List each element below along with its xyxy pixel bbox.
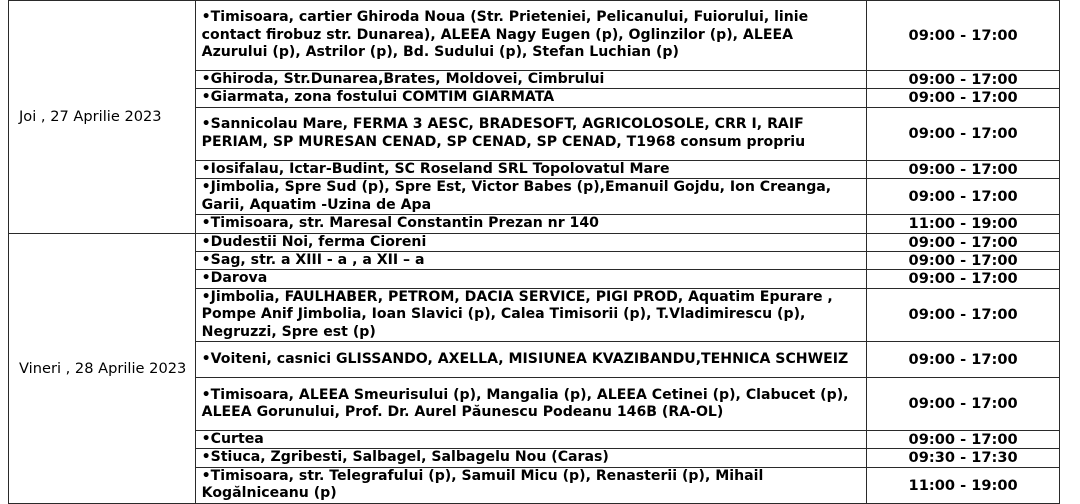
location-cell: •Iosifalau, Ictar-Budint, SC Roseland SRL Topolovatul Mare <box>195 160 867 178</box>
location-cell: •Darova <box>195 270 867 288</box>
time-cell: 09:00 - 17:00 <box>867 252 1060 270</box>
time-cell: 11:00 - 19:00 <box>867 467 1060 503</box>
location-cell: •Curtea <box>195 431 867 449</box>
location-cell: •Timisoara, str. Telegrafului (p), Samuil Micu (p), Renasterii (p), Mihail Kogălniceanu (p) <box>195 467 867 503</box>
location-cell: •Timisoara, cartier Ghiroda Noua (Str. Prieteniei, Pelicanului, Fuiorului, linie contact firobuz str. Dunarea), ALEEA Nagy Eugen (p), Oglinzilor (p), ALEEA Azurului (p), Astrilor (p), Bd. Sudului (p), Stefan Luchian (p) <box>195 1 867 71</box>
table-row <box>9 233 1060 251</box>
location-cell: •Sag, str. a XIII - a , a XII – a <box>195 252 867 270</box>
time-cell: 11:00 - 19:00 <box>867 215 1060 233</box>
time-cell: 09:00 - 17:00 <box>867 107 1060 160</box>
time-cell: 09:00 - 17:00 <box>867 71 1060 89</box>
table-row <box>9 1 1060 71</box>
time-cell: 09:00 - 17:00 <box>867 288 1060 341</box>
time-cell: 09:00 - 17:00 <box>867 89 1060 107</box>
location-cell: •Jimbolia, FAULHABER, PETROM, DACIA SERVICE, PIGI PROD, Aquatim Epurare , Pompe Anif Jimbolia, Ioan Slavici (p), Calea Timisorii (p), T.Vladimirescu (p), Negruzzi, Spre est (p) <box>195 288 867 341</box>
date-cell: Vineri , 28 Aprilie 2023 <box>9 233 196 503</box>
time-cell: 09:00 - 17:00 <box>867 179 1060 215</box>
time-cell: 09:00 - 17:00 <box>867 431 1060 449</box>
time-cell: 09:00 - 17:00 <box>867 342 1060 378</box>
time-cell: 09:00 - 17:00 <box>867 233 1060 251</box>
time-cell: 09:00 - 17:00 <box>867 160 1060 178</box>
time-cell: 09:00 - 17:00 <box>867 378 1060 431</box>
location-cell: •Stiuca, Zgribesti, Salbagel, Salbagelu Nou (Caras) <box>195 449 867 467</box>
location-cell: •Dudestii Noi, ferma Cioreni <box>195 233 867 251</box>
location-cell: •Timisoara, ALEEA Smeurisului (p), Mangalia (p), ALEEA Cetinei (p), Clabucet (p), ALEEA Gorunului, Prof. Dr. Aurel Păunescu Podeanu 146B (RA-OL) <box>195 378 867 431</box>
location-cell: •Ghiroda, Str.Dunarea,Brates, Moldovei, Cimbrului <box>195 71 867 89</box>
location-cell: •Timisoara, str. Maresal Constantin Prezan nr 140 <box>195 215 867 233</box>
location-cell: •Sannicolau Mare, FERMA 3 AESC, BRADESOFT, AGRICOLOSOLE, CRR I, RAIF PERIAM, SP MURESAN CENAD, SP CENAD, SP CENAD, T1968 consum propriu <box>195 107 867 160</box>
time-cell: 09:30 - 17:30 <box>867 449 1060 467</box>
date-cell: Joi , 27 Aprilie 2023 <box>9 1 196 234</box>
time-cell: 09:00 - 17:00 <box>867 270 1060 288</box>
location-cell: •Giarmata, zona fostului COMTIM GIARMATA <box>195 89 867 107</box>
outage-schedule-table <box>8 0 1060 504</box>
location-cell: •Voiteni, casnici GLISSANDO, AXELLA, MISIUNEA KVAZIBANDU,TEHNICA SCHWEIZ <box>195 342 867 378</box>
time-cell: 09:00 - 17:00 <box>867 1 1060 71</box>
location-cell: •Jimbolia, Spre Sud (p), Spre Est, Victor Babes (p),Emanuil Gojdu, Ion Creanga, Garii, Aquatim -Uzina de Apa <box>195 179 867 215</box>
